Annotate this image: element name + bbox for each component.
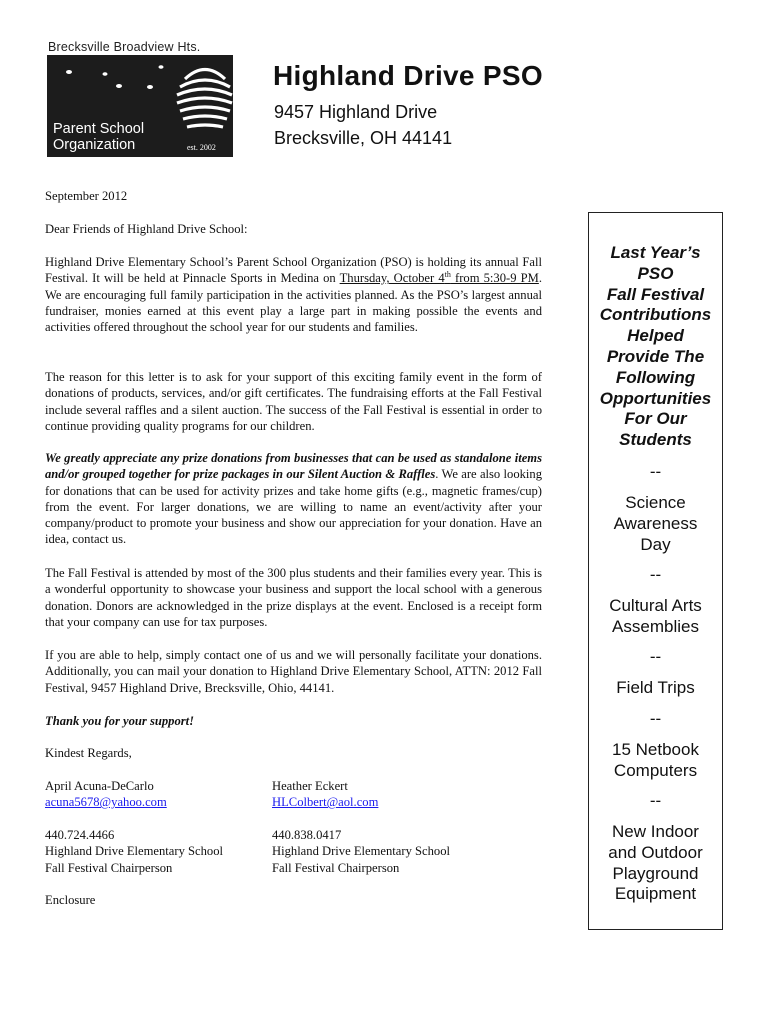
address-line-1: 9457 Highland Drive [274,102,438,122]
separator: -- [649,647,662,666]
page-title: Highland Drive PSO [273,60,543,91]
contact-block-1 [45,778,167,811]
contact-name: April Acuna-DeCarlo [45,779,154,793]
sidebar-item-playground: New Indoor and Outdoor Playground Equipment [608,822,703,904]
separator: -- [649,791,662,810]
prize-donations-emphasis: We greatly appreciate any prize donations from businesses that can be used as standalone items and/or grouped together for prize packages in our Silent Auction & Raffles [45,451,542,482]
pso-logo [47,55,233,157]
p1-text-a: Highland Drive Elementary School’s Parent School Organization (PSO) is holding its annual Fall Festival. It will be held at Pinnacle Sports in Medina on [45,255,542,286]
letter-date: September 2012 [45,189,128,203]
prize-donations-text: . We are also looking for donations that can be used for activity prizes and take home gifts (e.g., magnetic frames/cup) from the event. For larger donations, we are willing to name an event/activity after your company/product to promote your business and show our appreciation for your donation. Have an idea, contact us. [45,467,542,547]
sidebar-item-science: Science Awareness Day [613,493,698,554]
email-link[interactable]: acuna5678@yahoo.com [45,795,167,810]
logo-est: est. 2002 [187,143,216,152]
logo-caption: Brecksville Broadview Hts. [48,40,201,54]
paragraph-request: The reason for this letter is to ask for your support of this exciting family event in the form of donations of products, services, and/or gift certificates. The fundraising efforts at the Fall Festival include several raffles and a silent auction. The success of the Fall Festival is essential in order to continue providing quality programs for our children. [45,370,542,433]
separator: -- [649,565,662,584]
contact-role: Fall Festival Chairperson [45,860,173,875]
letter-salutation: Dear Friends of Highland Drive School: [45,222,248,236]
contact-school: Highland Drive Elementary School [45,844,224,859]
contact-phone: 440.724.4466 [45,828,115,842]
logo-text-line2: Organization [53,137,136,153]
sidebar-heading: Last Year’s PSO Fall Festival Contributions Helped Provide The Following Opportunities For Our Students [599,243,712,450]
paragraph-prize-donations [45,450,542,548]
contact-phone: 440.838.0417 [272,828,342,842]
p1-text-b: . We are encouraging full family participation in the activities planned. As the PSO’s largest annual fundraiser, monies earned at this event play a large part in making possible the events and activities offered throughout the school year for our students and families. [45,271,542,335]
closing: Kindest Regards, [45,746,132,760]
paragraph-attendance: The Fall Festival is attended by most of the 300 plus students and their families every year. This is a wonderful opportunity to showcase your business and support the local school with a generous donation. Donors are acknowledged in the prize displays at the event. Enclosed is a receipt form that your company can use for tax purposes. [45,566,542,629]
sidebar-item-netbooks: 15 Netbook Computers [612,740,699,780]
email-link[interactable]: HLColbert@aol.com [272,795,379,810]
contact-details-2 [272,827,450,876]
logo-text-line1: Parent School [53,121,145,137]
enclosure-note: Enclosure [45,893,96,907]
contact-name: Heather Eckert [272,779,348,793]
contact-school: Highland Drive Elementary School [272,844,451,859]
address-line-2: Brecksville, OH 44141 [274,128,453,148]
contact-block-2 [272,778,378,811]
contributions-sidebar [588,212,723,930]
paragraph-contact: If you are able to help, simply contact one of us and we will personally facilitate your donations. Additionally, you can mail your donation to Highland Drive Elementary School, ATTN: 2012 Fall Festival, 9457 Highland Drive, Brecksville, Ohio, 44141. [45,648,542,695]
sidebar-item-cultural-arts: Cultural Arts Assemblies [609,596,702,636]
contact-details-1 [45,827,223,876]
paragraph-event-details [45,254,542,335]
separator: -- [649,709,662,728]
separator: -- [649,462,662,481]
contact-role: Fall Festival Chairperson [272,860,400,875]
thank-you-line: Thank you for your support! [45,714,195,728]
event-date: Thursday, October 4th from 5:30-9 PM [339,270,539,286]
sidebar-item-field-trips: Field Trips [616,678,695,697]
